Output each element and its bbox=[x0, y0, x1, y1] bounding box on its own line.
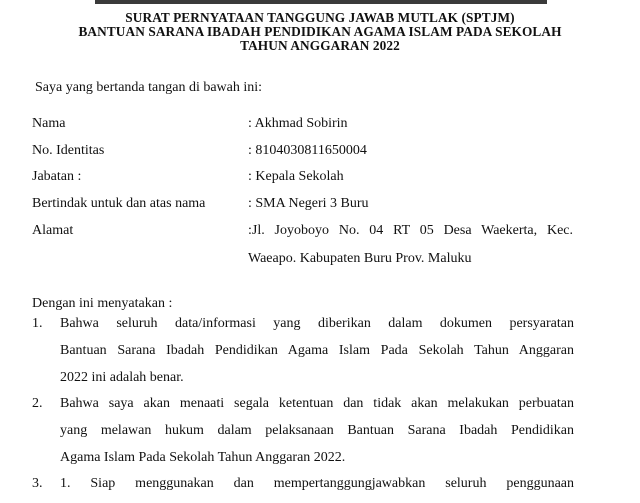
doc-title-line2: BANTUAN SARANA IBADAH PENDIDIKAN AGAMA ISLAM PADA SEKOLAH bbox=[78, 24, 562, 39]
statement-number: 3. bbox=[32, 476, 43, 491]
statement-line: yang melawan hukum dalam pelaksanaan Bantuan Sarana Ibadah Pendidikan bbox=[60, 423, 574, 438]
statement-line: Bahwa seluruh data/informasi yang diberikan dalam dokumen persyaratan bbox=[60, 316, 574, 331]
statement-line: 2022 ini adalah benar. bbox=[60, 370, 184, 385]
field-label: Alamat bbox=[32, 223, 74, 238]
statement-line: Agama Islam Pada Sekolah Tahun Anggaran 2022. bbox=[60, 450, 346, 465]
field-value: : 8104030811650004 bbox=[248, 143, 367, 158]
intro-text: Saya yang bertanda tangan di bawah ini: bbox=[35, 80, 263, 95]
field-label: Nama bbox=[32, 116, 66, 131]
doc-title-line3: TAHUN ANGGARAN 2022 bbox=[240, 38, 400, 53]
statement-line: 1. Siap menggunakan dan mempertanggungjawabkan seluruh penggunaan bbox=[60, 476, 574, 491]
declaration-intro: Dengan ini menyatakan : bbox=[32, 296, 173, 311]
statement-line: Bantuan Sarana Ibadah Pendidikan Agama Islam Pada Sekolah Tahun Anggaran bbox=[60, 343, 574, 358]
field-value-address bbox=[248, 223, 573, 267]
field-value: : Akhmad Sobirin bbox=[248, 116, 348, 131]
statement-line: Bahwa saya akan menaati segala ketentuan dan tidak akan melakukan perbuatan bbox=[60, 396, 574, 411]
field-value: : Kepala Sekolah bbox=[248, 169, 344, 184]
address-line-2: Waeapo. Kabupaten Buru Prov. Maluku bbox=[248, 251, 472, 266]
field-label: Jabatan : bbox=[32, 169, 82, 184]
doc-title-line1: SURAT PERNYATAAN TANGGUNG JAWAB MUTLAK (SPTJM) bbox=[125, 10, 515, 25]
field-label: No. Identitas bbox=[32, 143, 105, 158]
field-value: : SMA Negeri 3 Buru bbox=[248, 196, 369, 211]
address-line-1: :Jl. Joyoboyo No. 04 RT 05 Desa Waekerta, Kec. bbox=[248, 223, 573, 238]
statement-number: 2. bbox=[32, 396, 43, 411]
field-label: Bertindak untuk dan atas nama bbox=[32, 196, 206, 211]
document-top-edge bbox=[95, 0, 547, 4]
statement-number: 1. bbox=[32, 316, 43, 331]
